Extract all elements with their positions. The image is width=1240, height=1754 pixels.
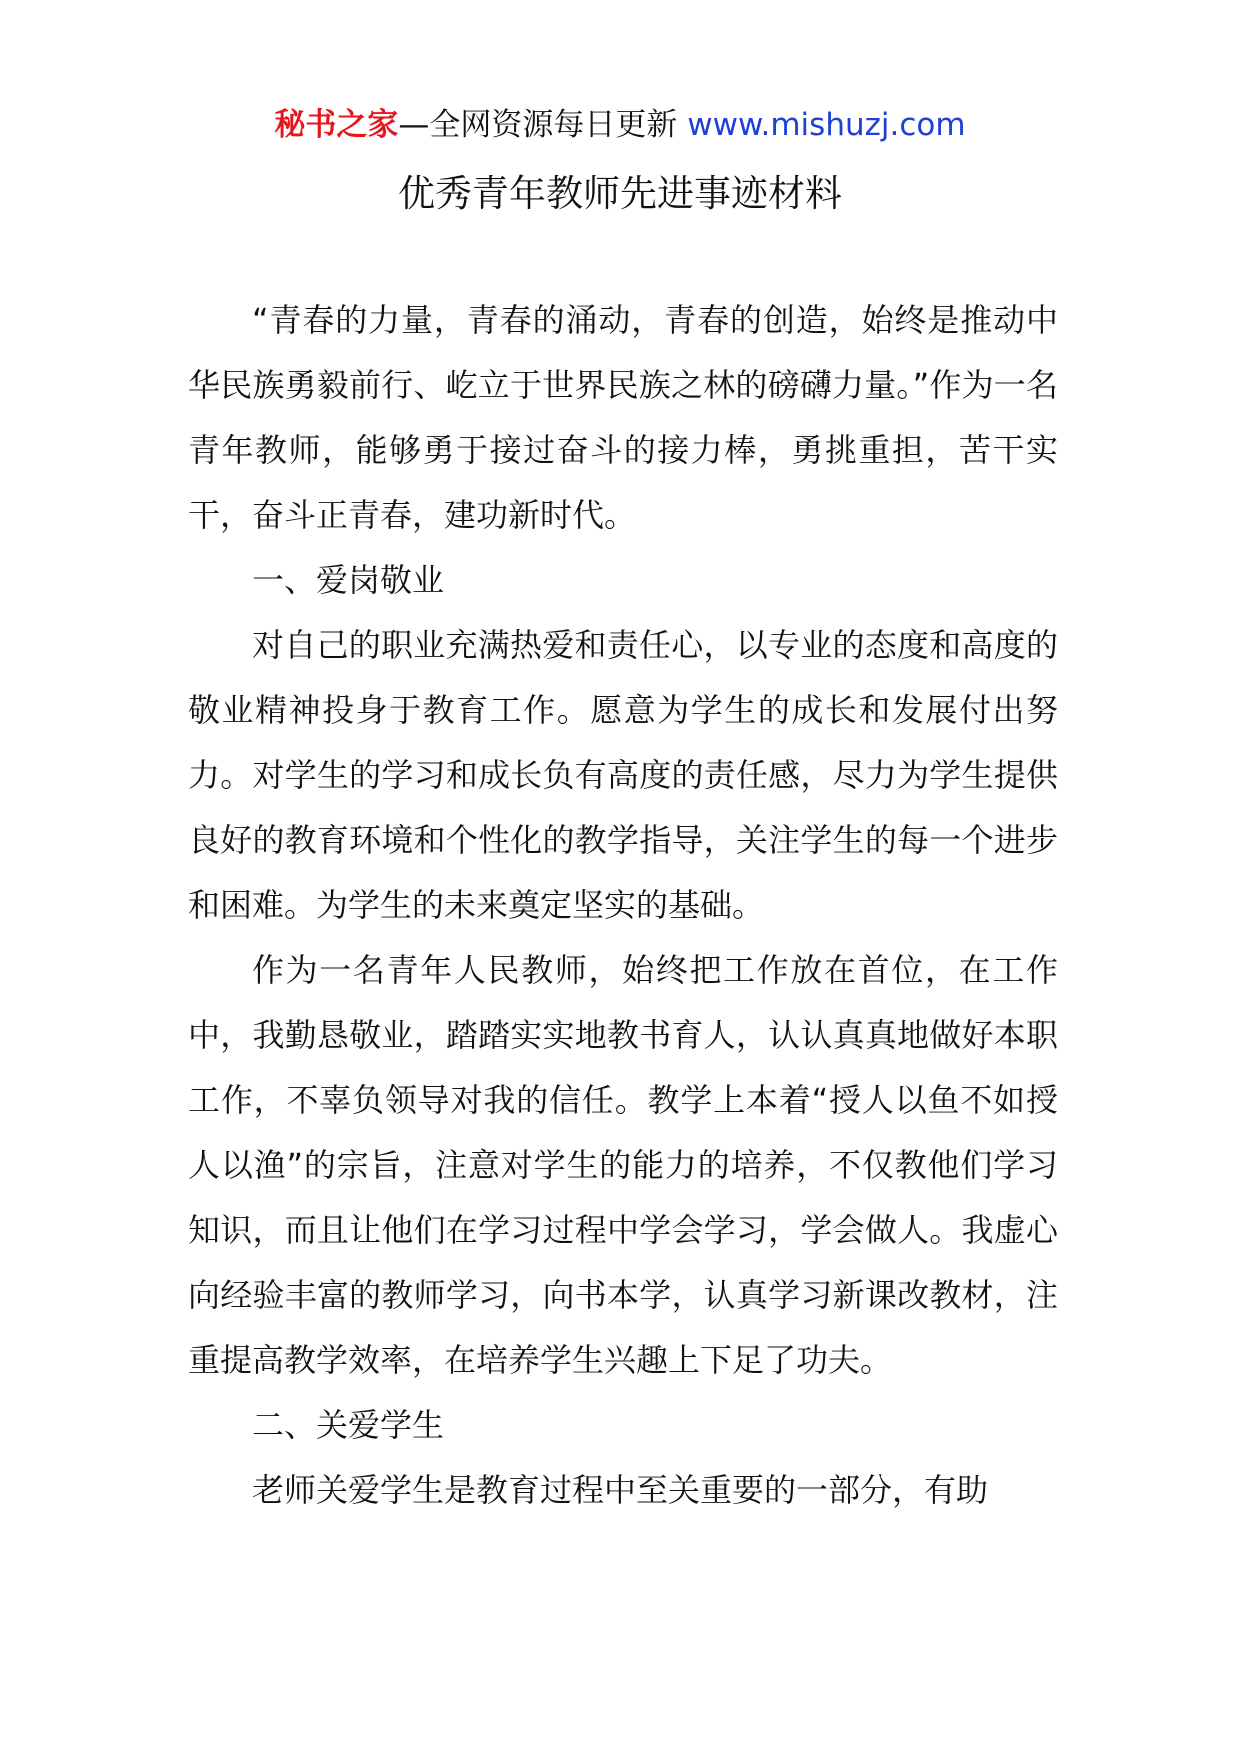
document-body [188, 288, 1058, 1523]
site-url-link[interactable]: www.mishuzj.com [687, 107, 966, 143]
intro-paragraph: “青春的力量，青春的涌动，青春的创造，始终是推动中华民族勇毅前行、屹立于世界民族之林的磅礴力量。”作为一名青年教师，能够勇于接过奋斗的接力棒，勇挑重担，苦干实干，奋斗正青春，建功新时代。 [188, 301, 1058, 534]
body-paragraph: 对自己的职业充满热爱和责任心，以专业的态度和高度的敬业精神投身于教育工作。愿意为学生的成长和发展付出努力。对学生的学习和成长负有高度的责任感，尽力为学生提供良好的教育环境和个性化的教学指导，关注学生的每一个进步和困难。为学生的未来奠定坚实的基础。 [188, 626, 1058, 924]
brand-name: 秘书之家 [274, 107, 399, 143]
header-tagline: —全网资源每日更新 [398, 107, 688, 143]
body-paragraph: 作为一名青年人民教师，始终把工作放在首位，在工作中，我勤恳敬业，踏踏实实地教书育人，认认真真地做好本职工作，不辜负领导对我的信任。教学上本着“授人以鱼不如授人以渔”的宗旨，注意对学生的能力的培养，不仅教他们学习知识，而且让他们在学习过程中学会学习，学会做人。我虚心向经验丰富的教师学习，向书本学，认真学习新课改教材，注重提高教学效率，在培养学生兴趣上下足了功夫。 [188, 951, 1058, 1379]
section-heading-1: 一、爱岗敬业 [252, 561, 445, 599]
body-paragraph: 老师关爱学生是教育过程中至关重要的一部分，有助 [252, 1471, 989, 1509]
document-title: 优秀青年教师先进事迹材料 [398, 172, 842, 215]
section-heading-2: 二、关爱学生 [252, 1406, 445, 1444]
site-header [0, 103, 1240, 147]
